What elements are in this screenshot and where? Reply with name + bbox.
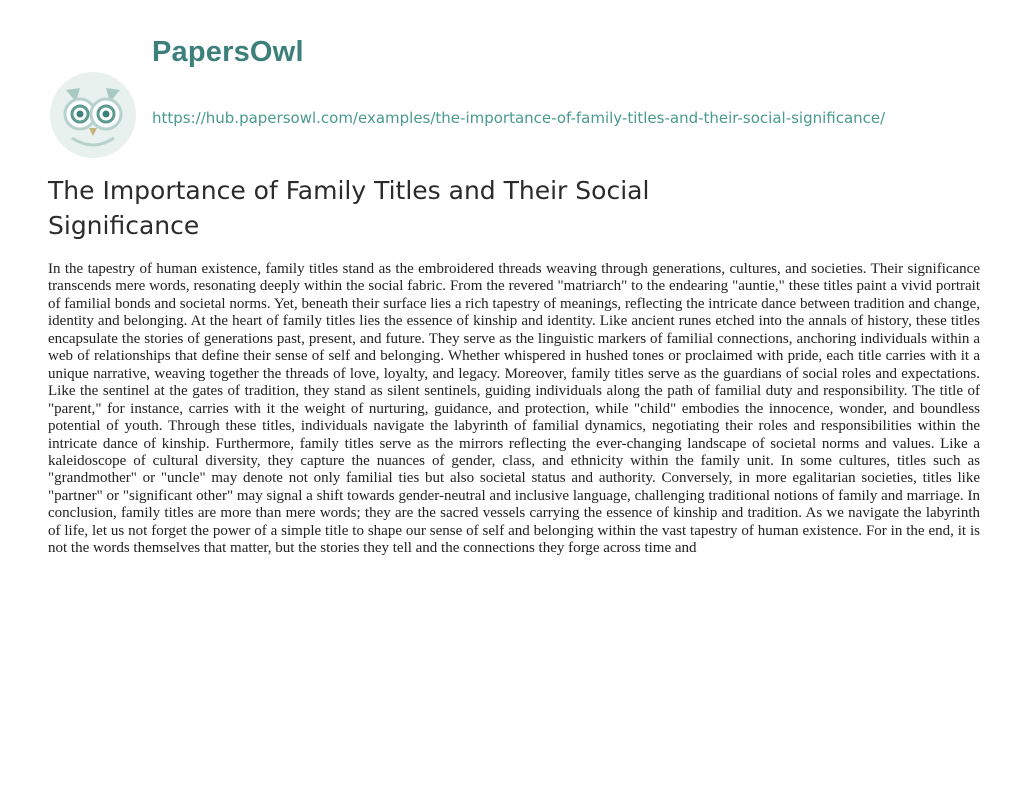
document-title: The Importance of Family Titles and Their Social Significance: [48, 176, 650, 240]
owl-logo-icon: [46, 68, 140, 162]
brand-name: PapersOwl: [152, 36, 304, 68]
source-url-link[interactable]: https://hub.papersowl.com/examples/the-importance-of-family-titles-and-their-social-significance/: [152, 109, 886, 127]
document-body: In the tapestry of human existence, family titles stand as the embroidered threads weaving through generations, cultures, and societies. Their significance transcends mere words, resonating deeply within the social fabric. From the revered "matriarch" to the endearing "auntie," these titles paint a vivid portrait of familial bonds and societal norms. Yet, beneath their surface lies a rich tapestry of meanings, reflecting the intricate dance between tradition and change, identity and belonging. At the heart of family titles lies the essence of kinship and identity. Like ancient runes etched into the annals of history, these titles encapsulate the stories of generations past, present, and future. They serve as the linguistic markers of familial connections, anchoring individuals within a web of relationships that define their sense of self and belonging. Whether whispered in hushed tones or proclaimed with pride, each title carries with it a unique narrative, weaving together the threads of love, loyalty, and legacy. Moreover, family titles serve as the guardians of social roles and expectations. Like the sentinel at the gates of tradition, they stand as silent sentinels, guiding individuals along the path of familial duty and responsibility. The title of "parent," for instance, carries with it the weight of nurturing, guidance, and protection, while "child" embodies the innocence, wonder, and boundless potential of youth. Through these titles, individuals navigate the labyrinth of familial dynamics, negotiating their roles and responsibilities within the intricate dance of kinship. Furthermore, family titles serve as the mirrors reflecting the ever-changing landscape of societal norms and values. Like a kaleidoscope of cultural diversity, they capture the nuances of gender, class, and ethnicity within the family unit. In some cultures, titles such as "grandmother" or "uncle" may denote not only familial ties but also societal status and authority. Conversely, in more egalitarian societies, titles like "partner" or "significant other" may signal a shift towards gender-neutral and inclusive language, challenging traditional notions of family and marriage. In conclusion, family titles are more than mere words; they are the sacred vessels carrying the essence of kinship and tradition. As we navigate the labyrinth of life, let us not forget the power of a simple title to shape our sense of self and belonging within the vast tapestry of human existence. For in the end, it is not the words themselves that matter, but the stories they tell and the connections they forge across time and: [48, 261, 980, 557]
owl-logo-svg: [46, 68, 140, 162]
page-header: [46, 32, 1006, 172]
